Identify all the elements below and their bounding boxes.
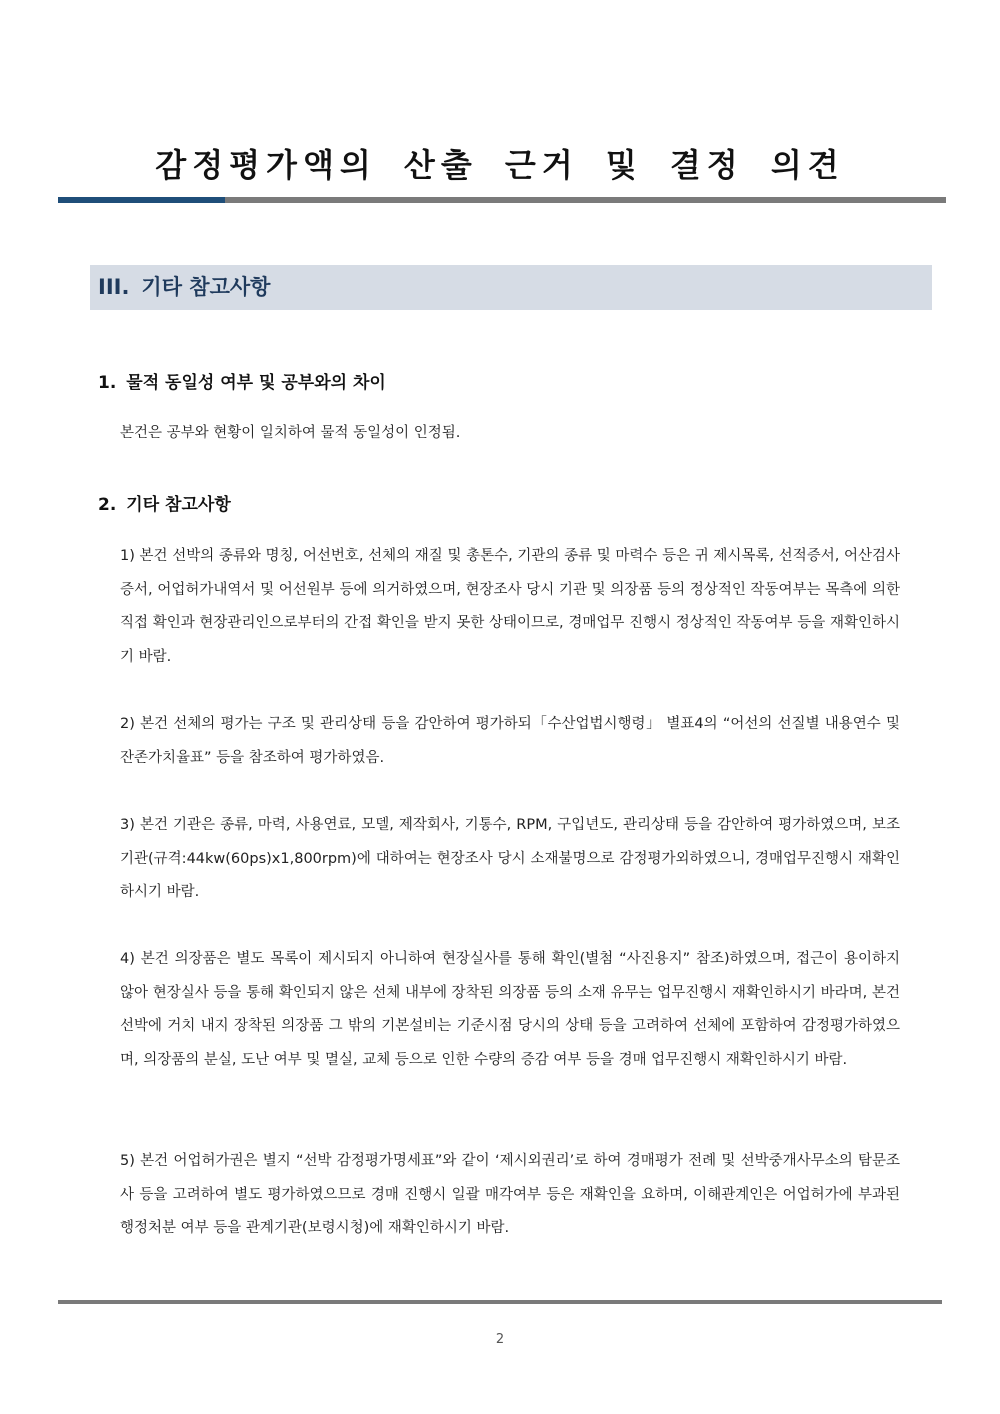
paragraph: 본건은 공부와 현황이 일치하여 물적 동일성이 인정됨. — [120, 425, 461, 441]
subsection-number: 2. — [98, 495, 117, 515]
section-heading — [90, 265, 932, 310]
paragraph-item-3: 3) 본건 기관은 종류, 마력, 사용연료, 모델, 제작회사, 기통수, RPM, 구입년도, 관리상태 등을 감안하여 평가하였으며, 보조기관(규격:44kw(60ps)x1,800rpm)에 대하여는 현장조사 당시 소재불명으로 감정평가외하였으니, 경매업무진행시 재확인하시기 바람. — [120, 817, 900, 900]
subsection-title: 물적 동일성 여부 및 공부와의 차이 — [126, 373, 386, 393]
subsection-heading-1 — [98, 368, 396, 393]
title-underline — [58, 197, 946, 203]
paragraph-item-2: 2) 본건 선체의 평가는 구조 및 관리상태 등을 감안하여 평가하되「수산업법시행령」 별표4의 “어선의 선질별 내용연수 및 잔존가치율표” 등을 참조하여 평가하였음. — [120, 716, 900, 766]
page-number: 2 — [495, 1332, 505, 1347]
subsection-number: 1. — [98, 373, 117, 393]
paragraph-item-4: 4) 본건 의장품은 별도 목록이 제시되지 아니하여 현장실사를 통해 확인(별첨 “사진용지” 참조)하였으며, 접근이 용이하지 않아 현장실사 등을 통해 확인되지 않은 선체 내부에 장착된 의장품 등의 소재 유무는 업무진행시 재확인하시기 바라며, 본건 선박에 거치 내지 장착된 의장품 그 밖의 기본설비는 기준시점 당시의 상태 등을 고려하여 선체에 포함하여 감정평가하였으며, 의장품의 분실, 도난 여부 및 멸실, 교체 등으로 인한 수량의 증감 여부 등을 경매 업무진행시 재확인하시기 바람. — [120, 951, 900, 1068]
section-number: III. — [98, 275, 130, 299]
paragraph-item-1: 1) 본건 선박의 종류와 명칭, 어선번호, 선체의 재질 및 총톤수, 기관의 종류 및 마력수 등은 귀 제시목록, 선적증서, 어산검사증서, 어업허가내역서 및 어선원부 등에 의거하였으며, 현장조사 당시 기관 및 의장품 등의 정상적인 작동여부는 목측에 의한 직접 확인과 현장관리인으로부터의 간접 확인을 받지 못한 상태이므로, 경매업무 진행시 정상적인 작동여부 등을 재확인하시기 바람. — [120, 548, 900, 665]
subsection-heading-2 — [98, 490, 241, 515]
paragraph-item-5: 5) 본건 어업허가권은 별지 “선박 감정평가명세표”와 같이 ‘제시외권리’로 하여 경매평가 전례 및 선박중개사무소의 탐문조사 등을 고려하여 별도 평가하였으므로 경매 진행시 일괄 매각여부 등은 재확인을 요하며, 이해관계인은 어업허가에 부과된 행정처분 여부 등을 관계기관(보령시청)에 재확인하시기 바람. — [120, 1153, 900, 1236]
page-title: 감정평가액의 산출 근거 및 결정 의견 — [155, 146, 845, 184]
title-underline-accent — [58, 197, 225, 203]
footer-rule — [58, 1300, 942, 1304]
section-title: 기타 참고사항 — [141, 275, 271, 299]
subsection-title: 기타 참고사항 — [126, 495, 231, 515]
